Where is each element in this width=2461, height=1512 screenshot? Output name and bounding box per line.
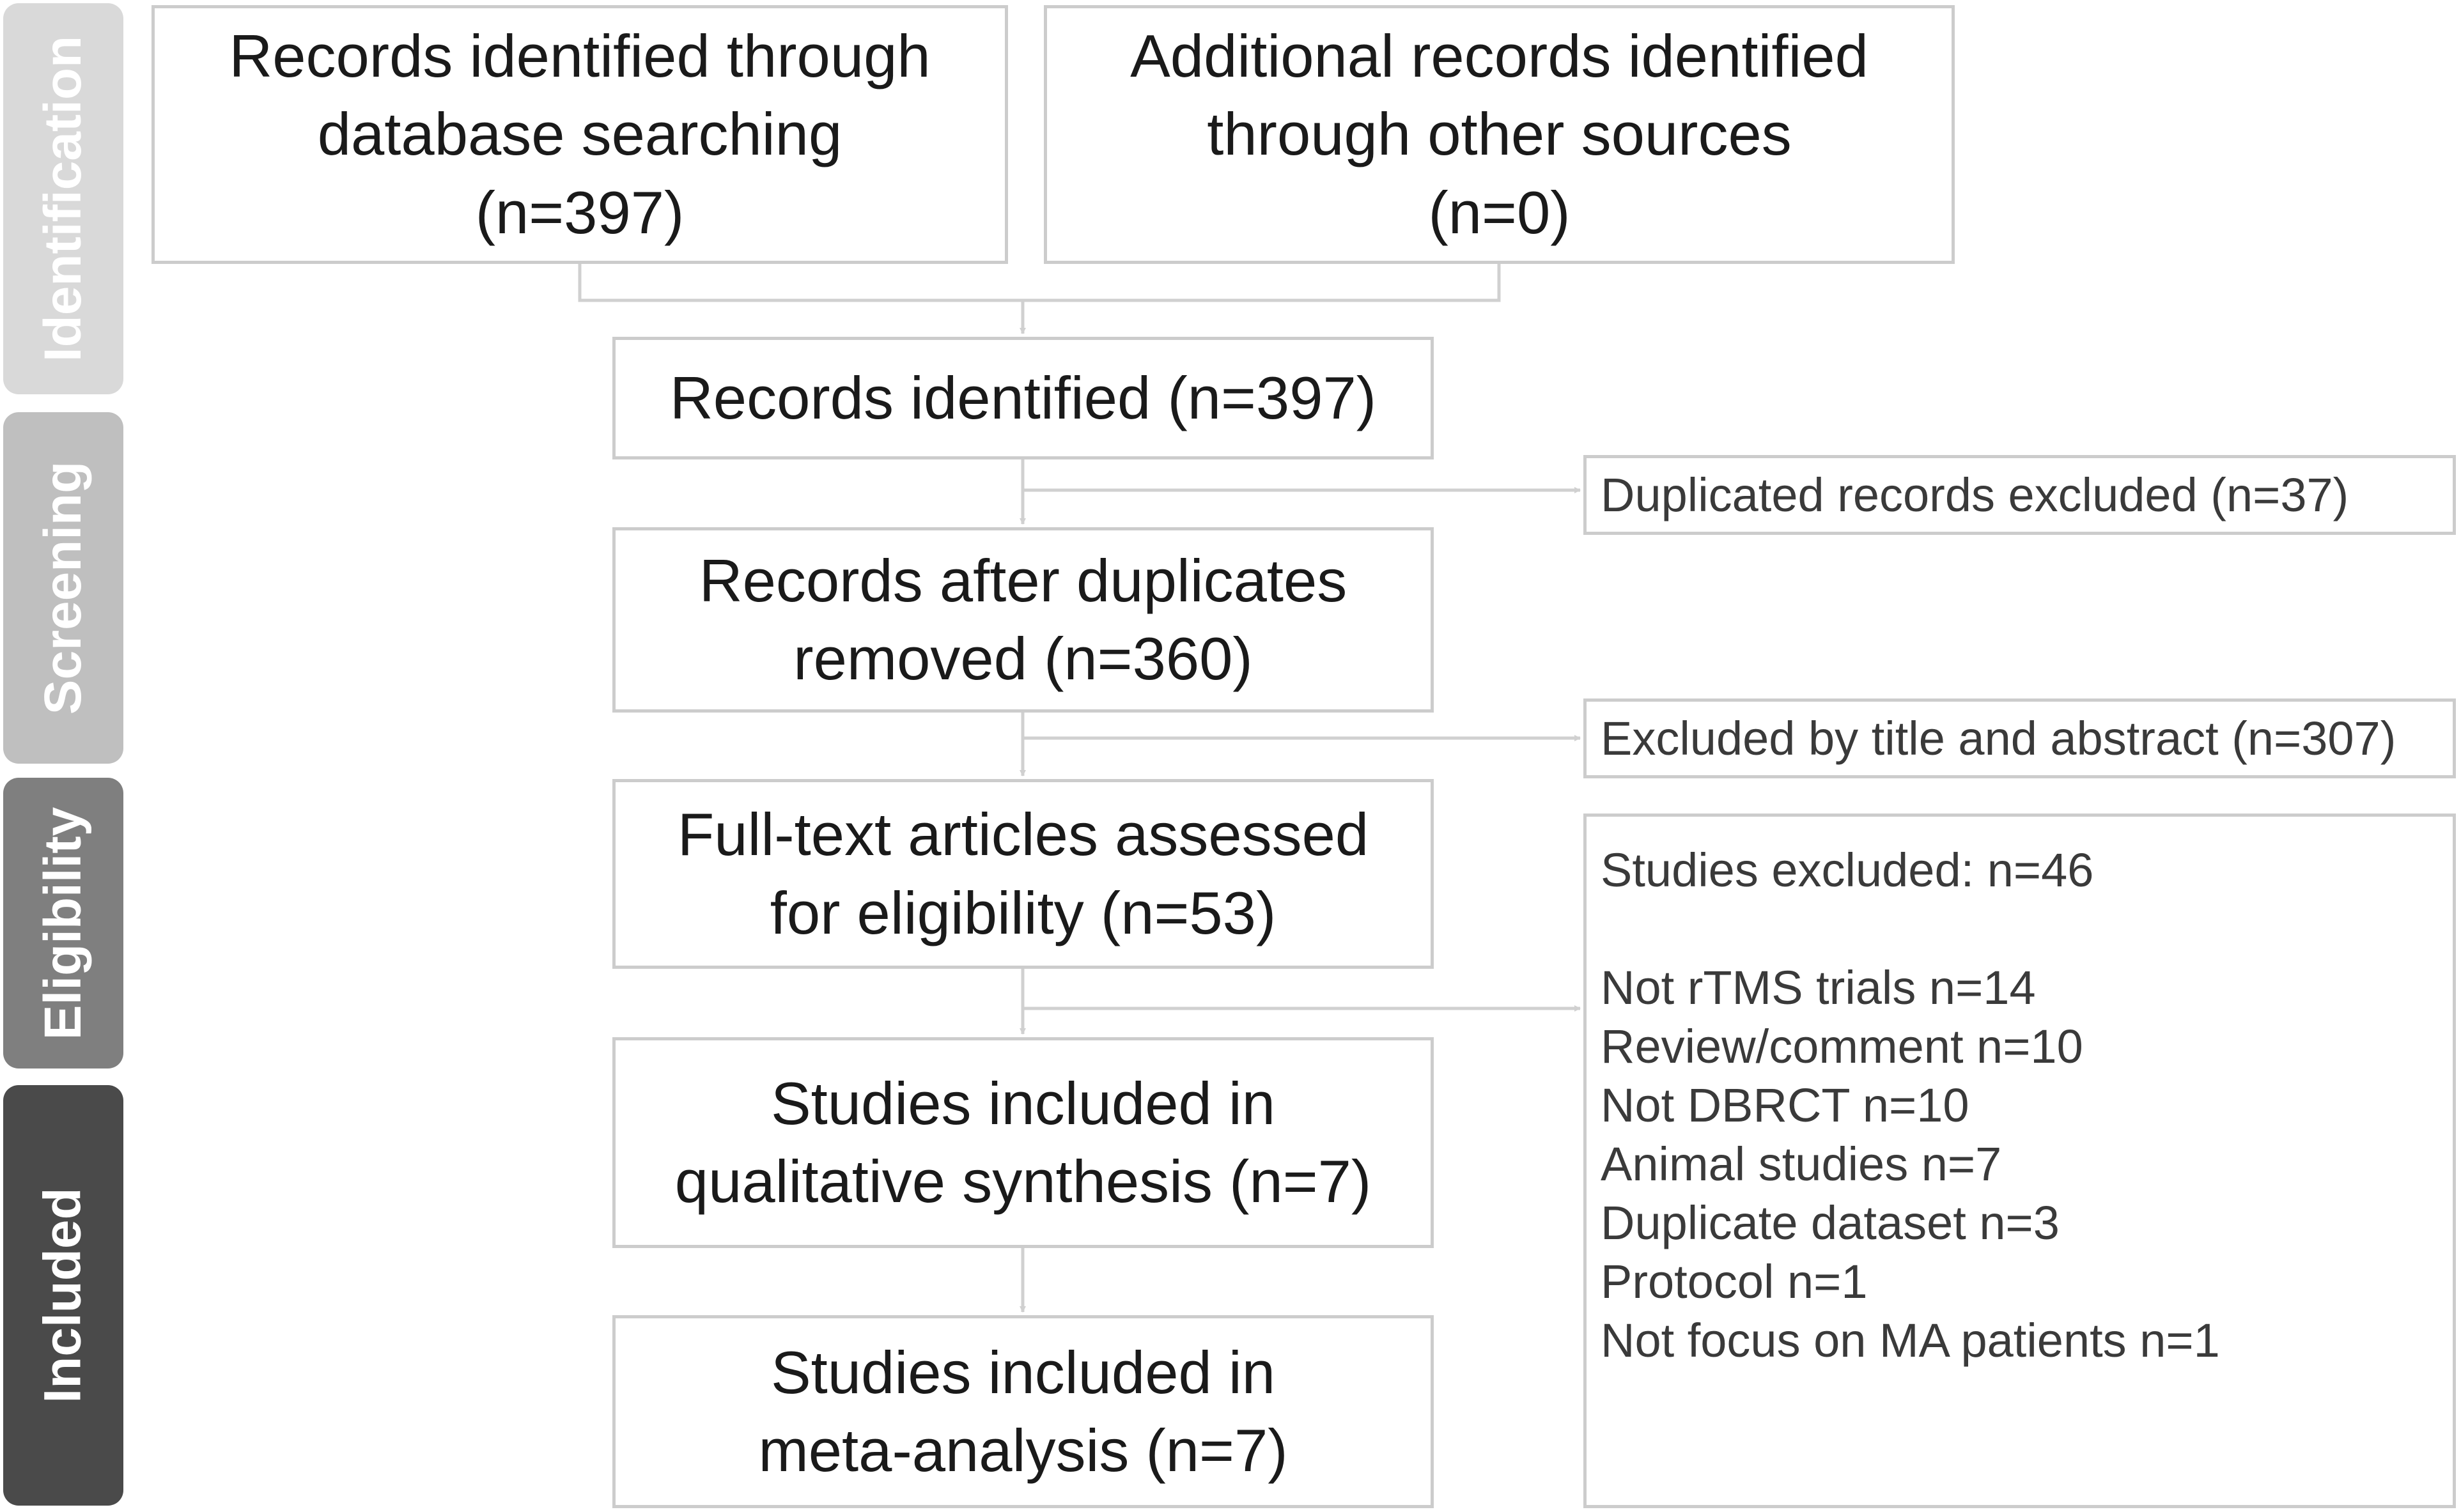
box-studies-excluded: [1583, 814, 2456, 1508]
box-title-abstract-excluded: [1583, 698, 2456, 778]
phase-label: Screening: [34, 461, 92, 715]
exclusion-reason: Protocol n=1: [1601, 1255, 1868, 1308]
exclusion-reason: Review/comment n=10: [1601, 1020, 2083, 1073]
merge-connector: [580, 264, 1499, 300]
box-other-sources: [1044, 5, 1955, 264]
phase-identification: [3, 3, 123, 394]
box-line: Records identified (n=397): [669, 364, 1377, 431]
box-database-records: [151, 5, 1008, 264]
box-line: (n=397): [475, 178, 685, 246]
box-duplicates-excluded: [1583, 455, 2456, 535]
box-qualitative-synthesis: [612, 1037, 1434, 1248]
phase-eligibility: [3, 778, 123, 1068]
studies-excluded-header: Studies excluded: n=46: [1601, 844, 2094, 897]
box-line: Full-text articles assessed: [677, 801, 1369, 868]
box-line: through other sources: [1207, 100, 1792, 168]
exclusion-reason: Not DBRCT n=10: [1601, 1079, 1969, 1132]
phase-screening: [3, 412, 123, 764]
box-full-text-assessed: [612, 779, 1434, 969]
box-line: database searching: [317, 100, 842, 168]
box-meta-analysis: [612, 1315, 1434, 1508]
exclusion-text: Excluded by title and abstract (n=307): [1601, 712, 2396, 765]
box-line: Records identified through: [229, 22, 931, 90]
exclusion-reason: Duplicate dataset n=3: [1601, 1196, 2060, 1249]
box-line: qualitative synthesis (n=7): [674, 1148, 1372, 1215]
box-line: Studies included in: [770, 1069, 1276, 1137]
phase-label: Eligibility: [34, 806, 93, 1040]
exclusion-text: Duplicated records excluded (n=37): [1601, 468, 2349, 521]
box-line: Additional records identified: [1130, 22, 1868, 90]
phase-label: Identification: [34, 35, 92, 362]
exclusion-reason: Not rTMS trials n=14: [1601, 961, 2036, 1014]
box-line: meta-analysis (n=7): [758, 1417, 1288, 1484]
exclusion-reason: Animal studies n=7: [1601, 1138, 2002, 1191]
box-line: Studies included in: [770, 1338, 1276, 1406]
phase-label: Included: [34, 1187, 93, 1403]
phase-included: [3, 1085, 123, 1506]
box-line: for eligibility (n=53): [770, 879, 1277, 946]
box-line: removed (n=360): [793, 625, 1253, 692]
box-line: (n=0): [1428, 178, 1571, 246]
box-after-duplicates: [612, 527, 1434, 713]
box-records-identified: [612, 337, 1434, 459]
box-line: Records after duplicates: [699, 546, 1347, 614]
exclusion-reason: Not focus on MA patients n=1: [1601, 1314, 2220, 1367]
